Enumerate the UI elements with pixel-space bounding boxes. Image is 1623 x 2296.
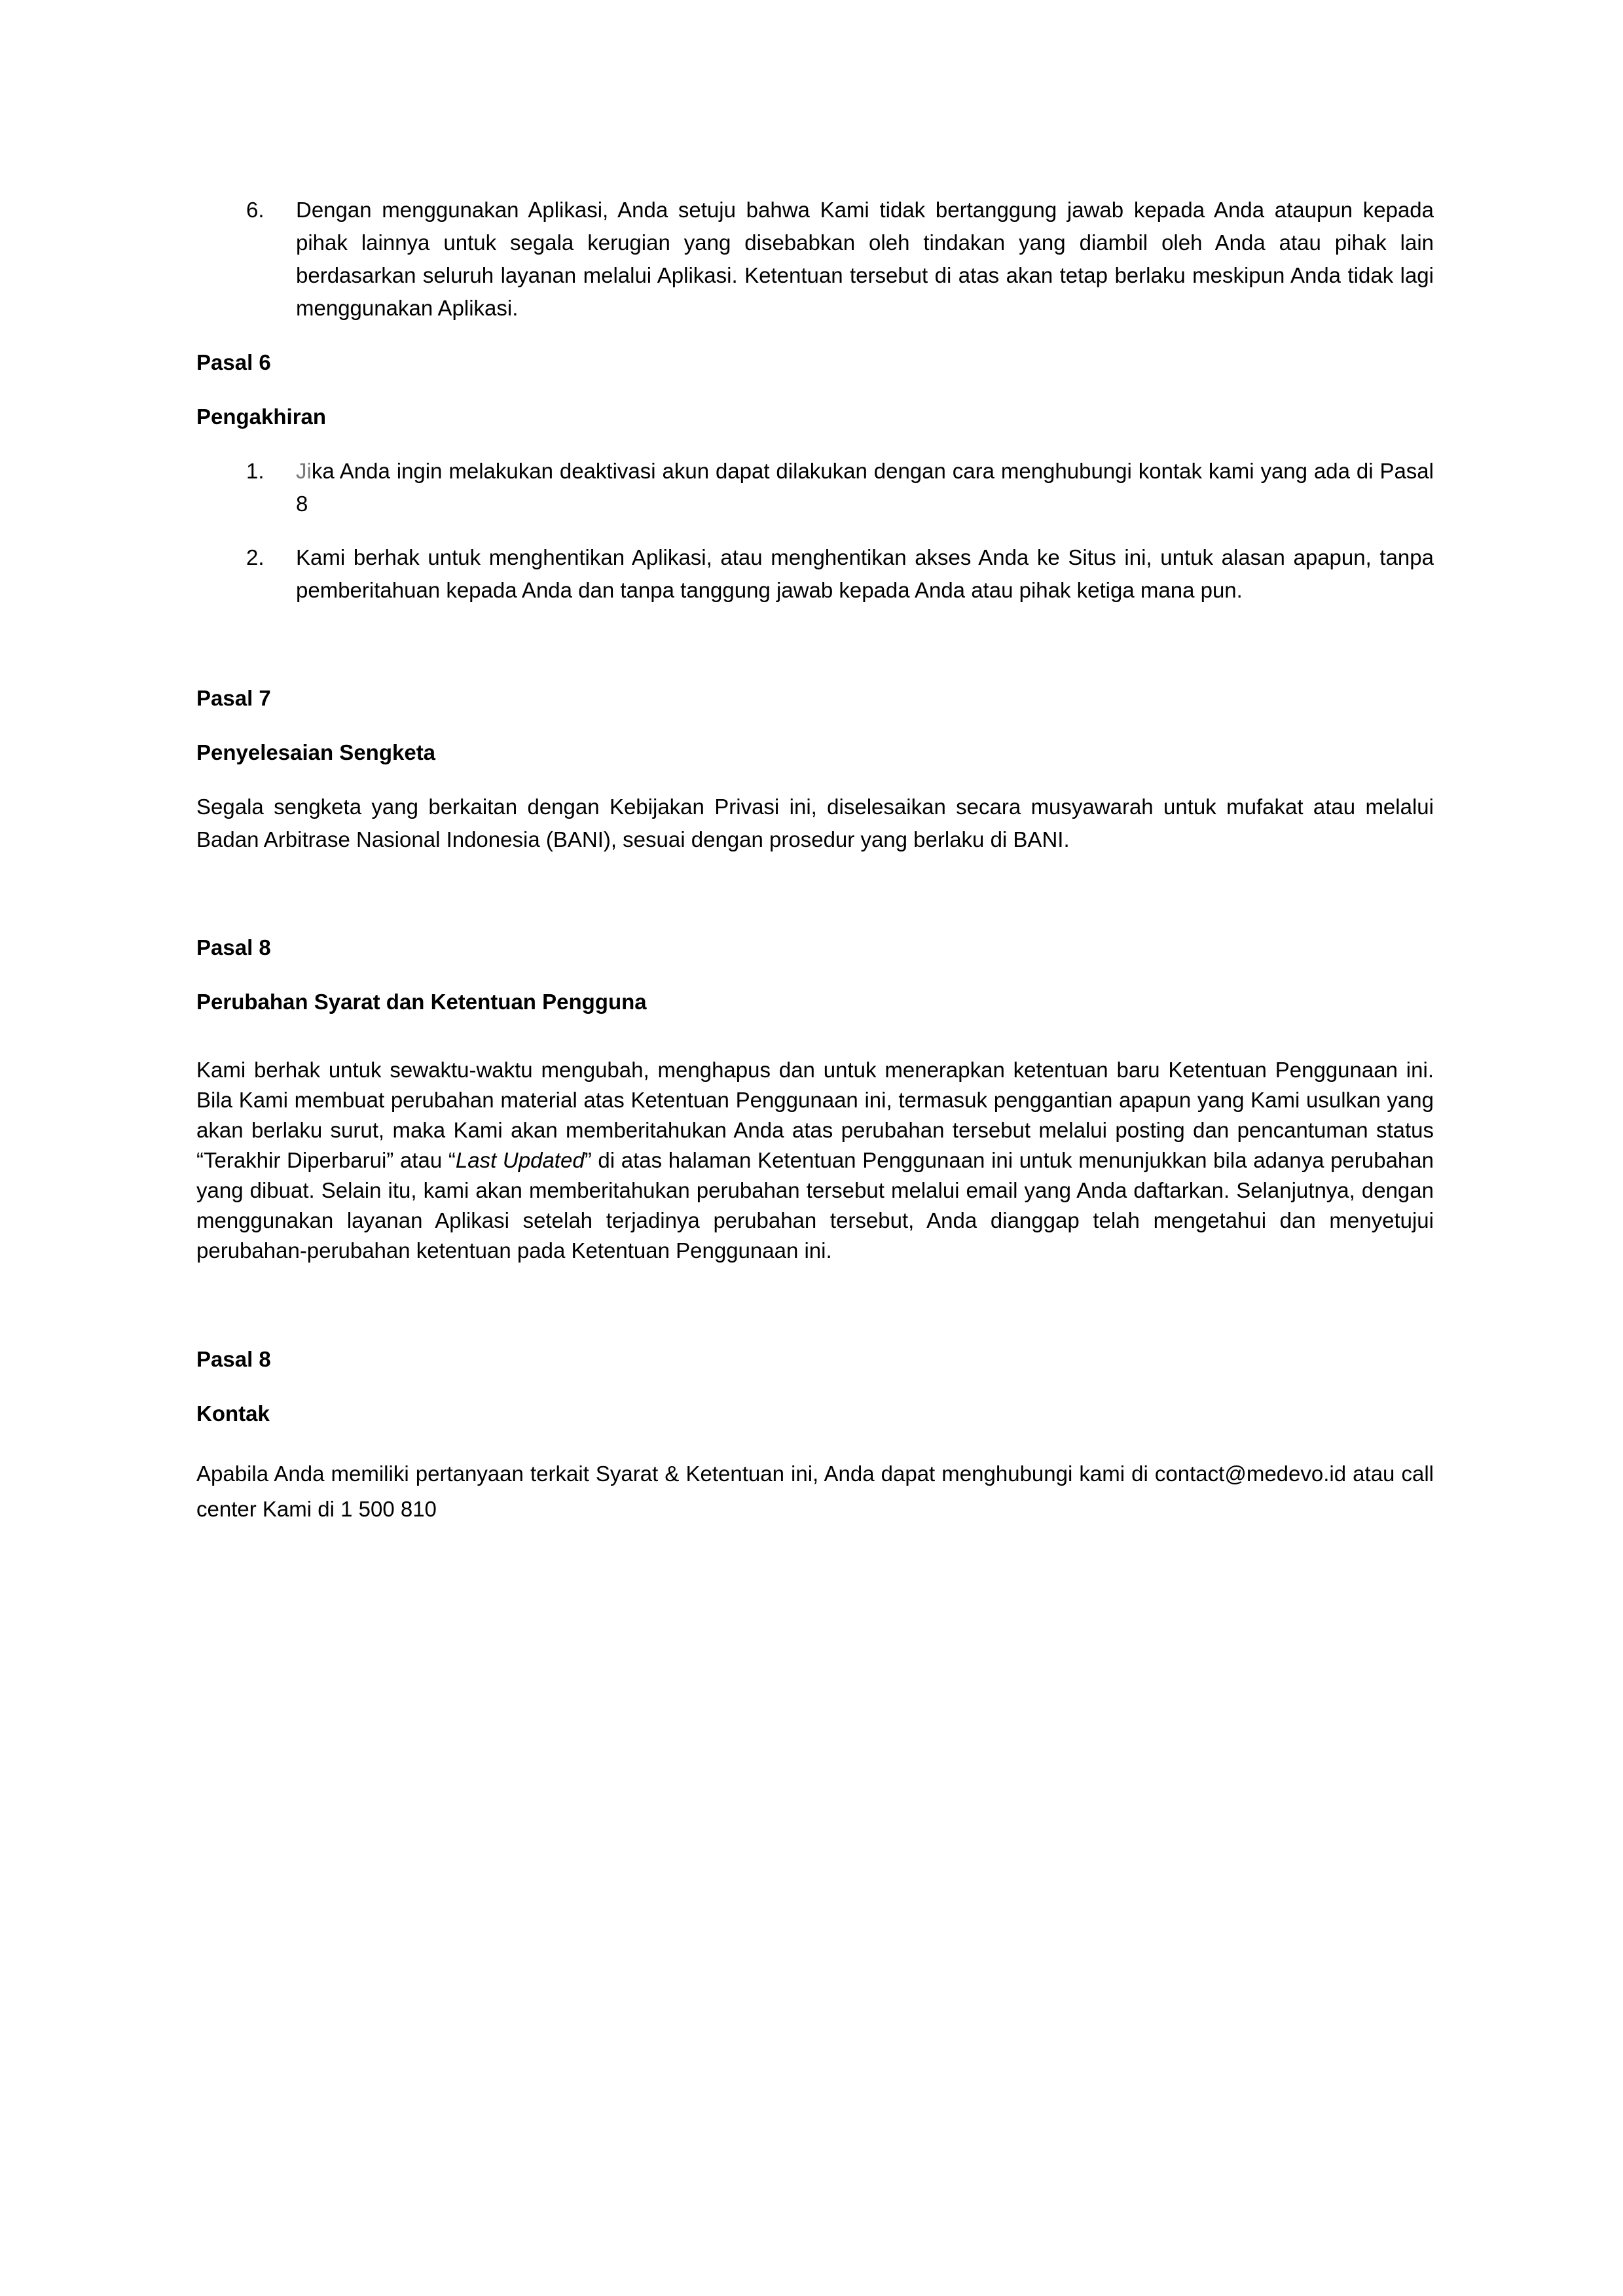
- list-item-text: [296, 455, 1434, 520]
- list-item-text-rest: ka Anda ingin melakukan deaktivasi akun dapat dilakukan dengan cara menghubungi kontak kami yang ada di Pasal 8: [296, 459, 1434, 516]
- pasal-8-contact-title: Kontak: [196, 1401, 270, 1426]
- list-item-number: 2.: [246, 545, 264, 569]
- list-item-number: 6.: [246, 198, 264, 222]
- pasal-7-title: Penyelesaian Sengketa: [196, 740, 436, 764]
- paragraph-italic: Last Updated: [455, 1148, 585, 1172]
- document-content: [196, 194, 1434, 1527]
- list-item-text: Kami berhak untuk menghentikan Aplikasi, atau menghentikan akses Anda ke Situs ini, untuk alasan apapun, tanpa pemberitahuan kepada Anda dan tanpa tanggung jawab kepada Anda atau pihak ketiga mana pun.: [296, 545, 1434, 602]
- pasal-6-label: Pasal 6: [196, 350, 271, 374]
- paragraph-part-2: ” di atas halaman Ketentuan Penggunaan ini untuk menunjukkan bila adanya perubahan yang dibuat. Selain itu, kami akan memberitahukan perubahan tersebut melalui email yang Anda daftarkan. Selanjutnya, dengan menggunakan layanan Aplikasi setelah terjadinya perubahan tersebut, Anda dianggap telah mengetahui dan menyetujui perubahan-perubahan ketentuan pada Ketentuan Penggunaan ini.: [196, 1148, 1434, 1263]
- list-item-2: [196, 541, 1434, 607]
- pasal-7-paragraph: Segala sengketa yang berkaitan dengan Kebijakan Privasi ini, diselesaikan secara musyawarah untuk mufakat atau melalui Badan Arbitrase Nasional Indonesia (BANI), sesuai dengan prosedur yang berlaku di BANI.: [196, 795, 1434, 852]
- pasal-6-title: Pengakhiran: [196, 404, 327, 429]
- list-item-text-prefix: Ji: [296, 459, 312, 483]
- paragraph-part-1: Kami berhak untuk sewaktu-waktu mengubah, menghapus dan untuk menerapkan ketentuan baru Ketentuan Penggunaan ini. Bila Kami membuat perubahan material atas Ketentuan Penggunaan ini, termasuk penggantian apapun yang Kami usulkan yang akan berlaku surut, maka Kami akan memberitahukan Anda atas perubahan tersebut melalui posting dan pencantuman status “Terakhir Diperbarui” atau “: [196, 1058, 1434, 1172]
- list-item-text: Dengan menggunakan Aplikasi, Anda setuju bahwa Kami tidak bertanggung jawab kepada Anda ataupun kepada pihak lainnya untuk segala kerugian yang disebabkan oleh tindakan yang diambil oleh Anda atau pihak lain berdasarkan seluruh layanan melalui Aplikasi. Ketentuan tersebut di atas akan tetap berlaku meskipun Anda tidak lagi menggunakan Aplikasi.: [296, 198, 1434, 320]
- list-item-number: 1.: [246, 459, 264, 483]
- pasal-8-title: Perubahan Syarat dan Ketentuan Pengguna: [196, 990, 647, 1014]
- list-pasal-6: [196, 455, 1434, 607]
- pasal-8-paragraph: [196, 1055, 1434, 1266]
- pasal-8-contact-label: Pasal 8: [196, 1347, 271, 1371]
- pasal-7-label: Pasal 7: [196, 686, 271, 710]
- pasal-8-contact-paragraph: Apabila Anda memiliki pertanyaan terkait Syarat & Ketentuan ini, Anda dapat menghubungi kami di contact@medevo.id atau call center Kami di 1 500 810: [196, 1462, 1434, 1521]
- list-previous-pasal: [196, 194, 1434, 325]
- list-item-6: [196, 194, 1434, 325]
- list-item-1: [196, 455, 1434, 520]
- pasal-8-label: Pasal 8: [196, 935, 271, 960]
